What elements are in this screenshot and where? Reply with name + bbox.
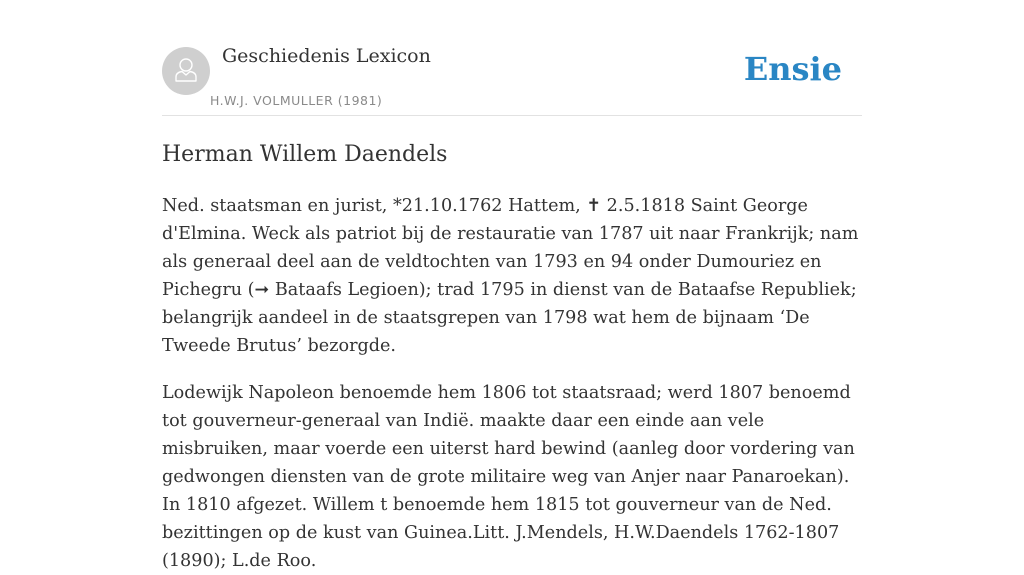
brand-logo[interactable]: Ensie bbox=[743, 50, 842, 88]
entry-paragraph: Ned. staatsman en jurist, *21.10.1762 Hattem, ✝ 2.5.1818 Saint George d'Elmina. Weck als patriot bij de restauratie van 1787 uit naar Frankrijk; nam als generaal deel aan de veldtochten van 1793 en 94 onder Dumouriez en Pichegru (➞ Bataafs Legioen); trad 1795 in dienst van de Bataafse Republiek; belangrijk aandeel in de staatsgrepen van 1798 wat hem de bijnaam ‘De Tweede Brutus’ bezorgde. bbox=[162, 196, 859, 356]
avatar[interactable] bbox=[162, 47, 210, 95]
source-title[interactable]: Geschiedenis Lexicon bbox=[222, 45, 431, 67]
user-icon bbox=[171, 54, 201, 89]
entry-title: Herman Willem Daendels bbox=[162, 142, 448, 167]
entry-container bbox=[162, 0, 862, 575]
entry-paragraph: Lodewijk Napoleon benoemde hem 1806 tot staatsraad; werd 1807 benoemd tot gouverneur-generaal van Indië. maakte daar een einde aan vele misbruiken, maar voerde een uiterst hard bewind (aanleg door vordering van gedwongen diensten van de grote militaire weg van Anjer naar Panaroekan). In 1810 afgezet. Willem t benoemde hem 1815 tot gouverneur van de Ned. bezittingen op de kust van Guinea.Litt. J.Mendels, H.W.Daendels 1762-1807 (1890); L.de Roo. bbox=[162, 383, 855, 571]
entry-body bbox=[162, 192, 862, 575]
source-author[interactable]: H.W.J. VOLMULLER (1981) bbox=[210, 93, 383, 108]
source-header bbox=[162, 0, 862, 116]
